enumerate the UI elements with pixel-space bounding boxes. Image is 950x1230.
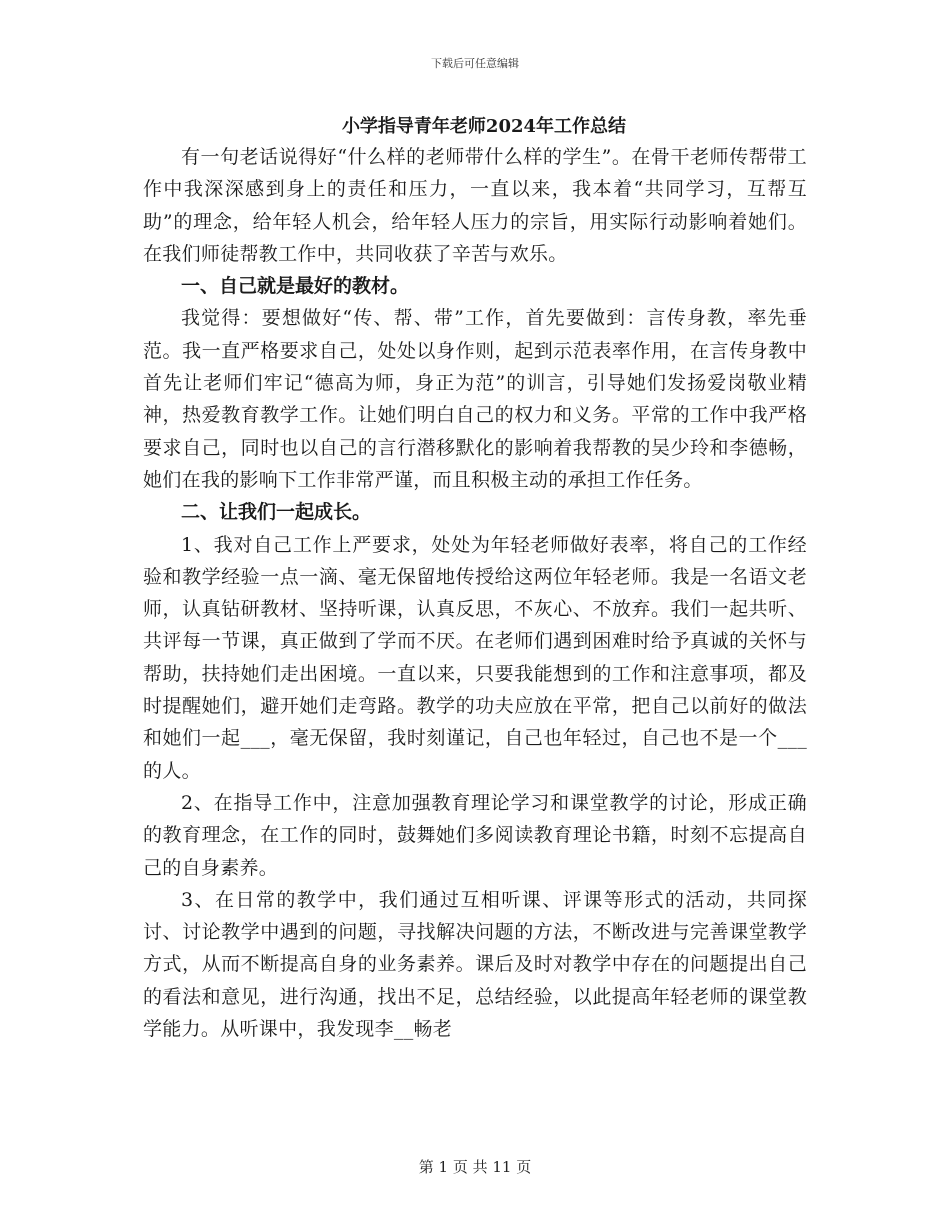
section-1-paragraph: 我觉得：要想做好“传、帮、带”工作，首先要做到：言传身教，率先垂范。我一直严格要求自己，处处以身作则，起到示范表率作用，在言传身教中首先让老师们牢记“德高为师，身正为范”的训言，引导她们发扬爱岗敬业精神，热爱教育教学工作。让她们明白自己的权力和义务。平常的工作中我严格要求自己，同时也以自己的言行潜移默化的影响着我帮教的吴少玲和李德畅，她们在我的影响下工作非常严谨，而且积极主动的承担工作任务。 — [143, 307, 807, 491]
page-number: 第 1 页 共 11 页 — [418, 1158, 532, 1176]
item-3-paragraph: 3、在日常的教学中，我们通过互相听课、评课等形式的活动，共同探讨、讨论教学中遇到的问题，寻找解决问题的方法，不断改进与完善课堂教学方式，从而不断提高自身的业务素养。课后及时对教学中存在的问题提出自己的看法和意见，进行沟通，找出不足，总结经验，以此提高年轻老师的课堂教学能力。从听课中，我发现李__畅老 — [143, 888, 807, 1041]
document-body — [143, 113, 807, 1045]
section-heading-2: 二、让我们一起成长。 — [181, 501, 372, 524]
document-title: 小学指导青年老师2024年工作总结 — [341, 116, 627, 137]
section-heading-1: 一、自己就是最好的教材。 — [181, 275, 410, 298]
item-2-paragraph: 2、在指导工作中，注意加强教育理论学习和课堂教学的讨论，形成正确的教育理念，在工作的同时，鼓舞她们多阅读教育理论书籍，时刻不忘提高自己的自身素养。 — [143, 791, 807, 879]
intro-paragraph: 有一句老话说得好“什么样的老师带什么样的学生”。在骨干老师传帮带工作中我深深感到身上的责任和压力，一直以来，我本着“共同学习，互帮互助”的理念，给年轻人机会，给年轻人压力的宗旨，用实际行动影响着她们。在我们师徒帮教工作中，共同收获了辛苦与欢乐。 — [143, 146, 807, 265]
header-note: 下载后可任意编辑 — [431, 57, 519, 70]
item-1-paragraph: 1、我对自己工作上严要求，处处为年轻老师做好表率，将自己的工作经验和教学经验一点一滴、毫无保留地传授给这两位年轻老师。我是一名语文老师，认真钻研教材、坚持听课，认真反思，不灰心、不放弃。我们一起共听、共评每一节课，真正做到了学而不厌。在老师们遇到困难时给予真诚的关怀与帮助，扶持她们走出困境。一直以来，只要我能想到的工作和注意事项，都及时提醒她们，避开她们走弯路。教学的功夫应放在平常，把自己以前好的做法和她们一起___，毫无保留，我时刻谨记，自己也年轻过，自己也不是一个___的人。 — [143, 533, 807, 782]
